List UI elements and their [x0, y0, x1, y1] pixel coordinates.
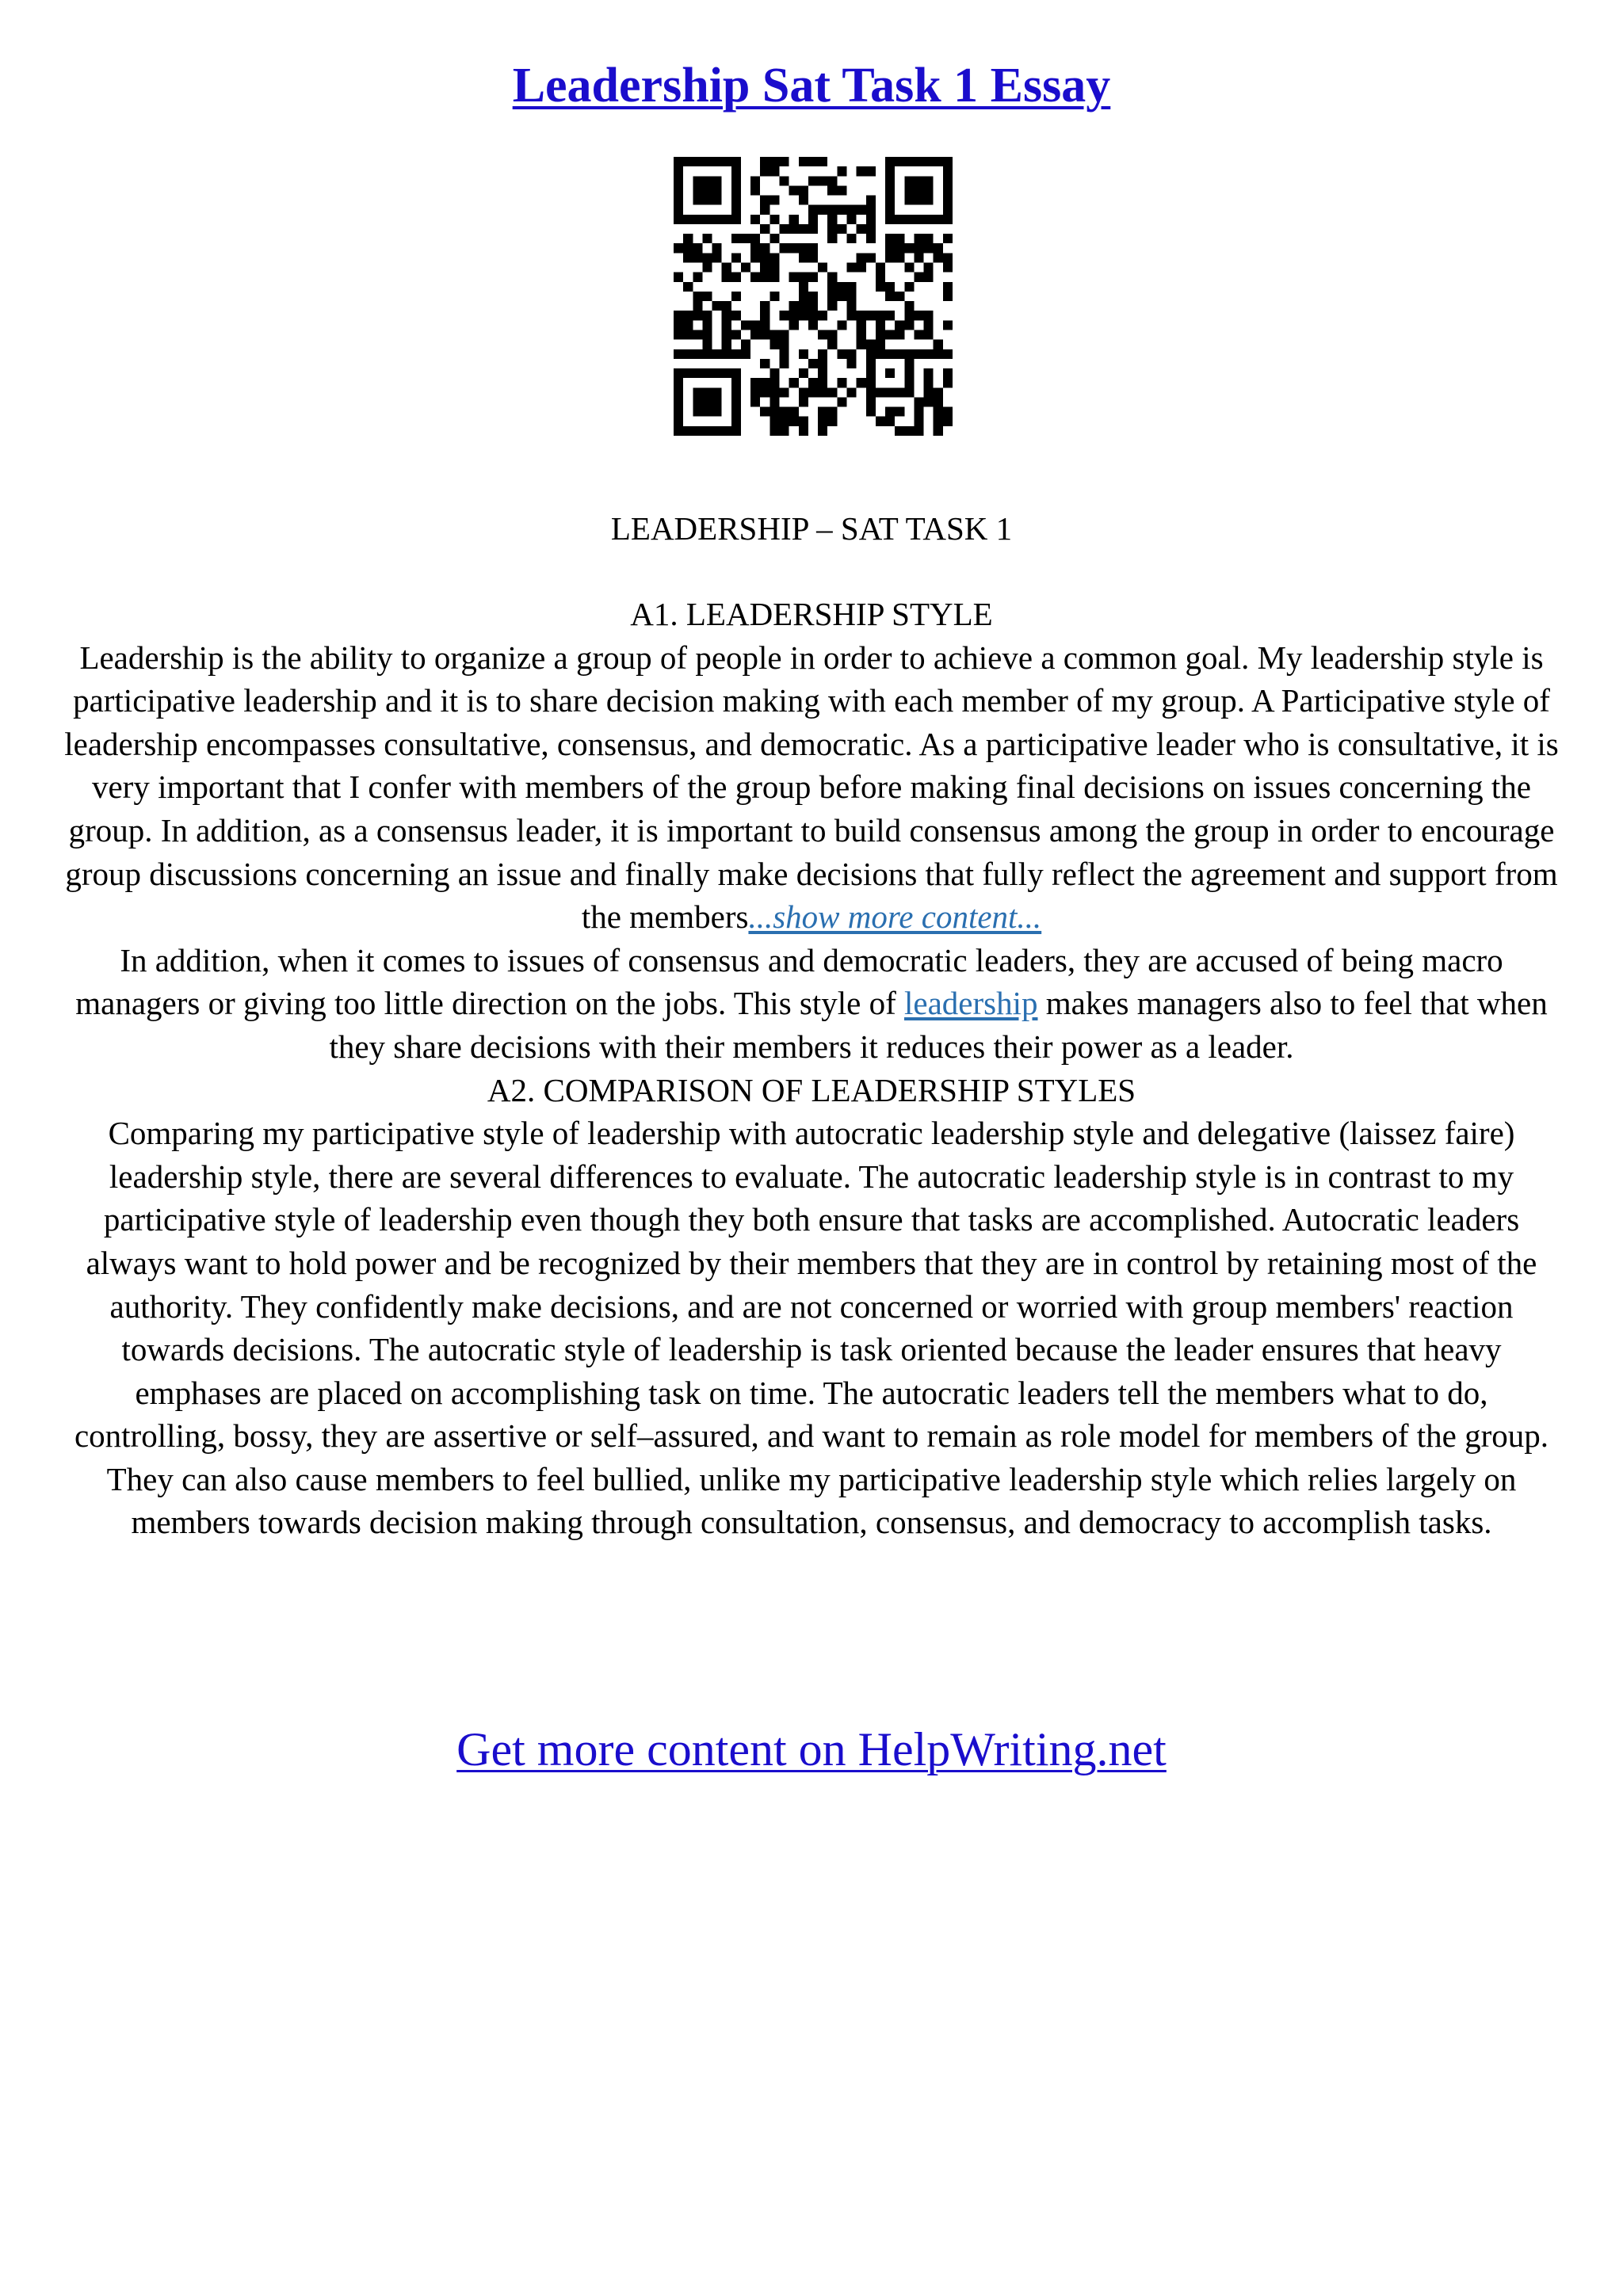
paragraph-a1-text: Leadership is the ability to organize a group of people in order to achieve a common goal. My leadership style is participative leadership and it is to share decision making with each member of my group. A Participative style of leadership encompasses consultative, consensus, and democratic. As a participative leader who is consultative, it is very important that I confer with members of the group before making final decisions on issues concerning the group. In addition, as a consensus leader, it is important to build consensus among the group in order to encourage group discussions concerning an issue and finally make decisions that fully reflect the agreement and support from the members: [64, 639, 1559, 936]
helpwriting-link[interactable]: Get more content on HelpWriting.net: [456, 1723, 1167, 1775]
show-more-link[interactable]: ...show more content...: [748, 898, 1042, 936]
section-heading-a2: A2. COMPARISON OF LEADERSHIP STYLES: [487, 1071, 1136, 1108]
paragraph-a1-continued-end: makes managers also to feel that when they share decisions with their members it reduces their power as a leader.: [329, 985, 1548, 1065]
paragraph-a2: Comparing my participative style of leadership with autocratic leadership style and delegative (laissez faire) leadership style, there are several differences to evaluate. The autocratic leadership style is in contrast to my participative style of leadership even though they both ensure that tasks are accomplished. Autocratic leaders always want to hold power and be recognized by their members that they are in control by retaining most of the authority. They confidently make decisions, and are not concerned or worried with group members' reaction towards decisions. The autocratic style of leadership is task oriented because the leader ensures that heavy emphases are placed on accomplishing task on time. The autocratic leaders tell the members what to do, controlling, bossy, they are assertive or self–assured, and want to remain as role model for members of the group. They can also cause members to feel bullied, unlike my participative leadership style which relies largely on members towards decision making through consultation, consensus, and democracy to accomplish tasks.: [74, 1115, 1549, 1541]
document-heading: LEADERSHIP – SAT TASK 1: [610, 510, 1013, 547]
title-link[interactable]: Leadership Sat Task 1 Essay: [512, 59, 1111, 113]
leadership-link[interactable]: leadership: [904, 985, 1038, 1022]
qr-code-icon: [674, 157, 953, 436]
section-heading-a1: A1. LEADERSHIP STYLE: [630, 596, 993, 632]
document-title: [0, 54, 1623, 117]
document-body: [63, 593, 1560, 1544]
paragraph-a1: [63, 636, 1560, 939]
paragraph-a1-continued-start: In addition, when it comes to issues of consensus and democratic leaders, they are accused of being macro managers or giving too little direction on the jobs. This style of: [75, 941, 1503, 1022]
paragraph-a1-continued: [63, 939, 1560, 1069]
footer: [0, 1719, 1623, 1779]
